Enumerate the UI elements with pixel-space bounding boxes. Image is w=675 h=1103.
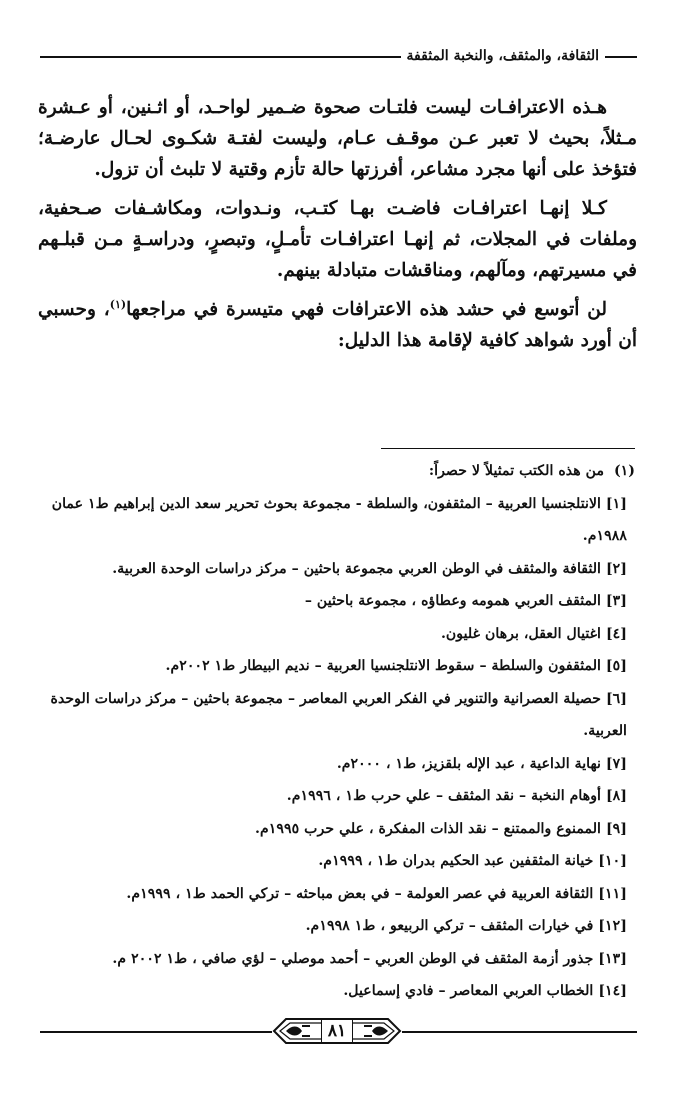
footnote-item: [٨] أوهام النخبة – نقد المثقف – علي حرب ط١ ، ١٩٩٦م. <box>286 788 627 804</box>
footnote-item: [٢] الثقافة والمثقف في الوطن العربي مجموعة باحثين – مركز دراسات الوحدة العربية. <box>112 560 627 577</box>
footnote-item: [١١] الثقافة العربية في عصر العولمة – في بعض مباحثه – تركي الحمد ط١ ، ١٩٩٩م. <box>126 885 627 902</box>
paragraph-1: هـذه الاعترافـات ليست فلتـات صحوة ضـمير لواحـد، أو اثـنين، أو عـشرة مـثلاً، بحيث لا تعبر عـن موقـف عـام، وليست لفتـة شكـوى لحـال عارضـة؛ فتؤخذ على أنها مجرد مشاعر، أفرزتها حالة تأزم وقتية لا تلبث أن تزول. <box>38 97 637 180</box>
paragraph-3-text-start: لن أتوسع في حشد هذه الاعترافات فهي متيسرة في مراجعها <box>126 299 607 320</box>
footnote-intro-text: من هذه الكتب تمثيلاً لا حصراً: <box>428 463 605 479</box>
page-number: ٨١ <box>321 1019 353 1043</box>
footnote-reference[interactable]: (١) <box>109 297 127 311</box>
page-number-ornament <box>272 1014 402 1048</box>
footnote-item: [٥] المثقفون والسلطة – سقوط الانتلجنسيا العربية – نديم البيطار ط١ ٢٠٠٢م. <box>165 658 627 674</box>
footnote-intro <box>38 455 635 488</box>
footnotes <box>38 455 635 1008</box>
footnote-separator <box>381 448 635 449</box>
footnote-item: [١] الانتلجنسيا العربية – المثقفون، والسلطة - مجموعة بحوث تحرير سعد الدين إبراهيم ط١ عمان ١٩٨٨م. <box>51 495 627 544</box>
footnote-item: [٩] الممنوع والممتنع – نقد الذات المفكرة ، علي حرب ١٩٩٥م. <box>255 820 627 837</box>
main-text <box>38 92 637 364</box>
paragraph-3-text-end: ، وحسبي أن أورد شواهد كافية لإقامة هذا الدليل: <box>38 299 637 351</box>
footnote-marker: (١) <box>613 463 635 479</box>
paragraph-2: كـلا إنهـا اعترافـات فاضـت بهـا كتـب، ونـدوات، ومكاشـفات صـحفية، وملفات في المجلات، ثم إنهـا اعترافـات تأمـلٍ، وتبصرٍ، ودراسـةٍ مـن قبلـهم في مسيرتهم، ومآلهم، ومناقشات متبادلة بينهم. <box>38 198 637 281</box>
footnote-item: [٦] حصيلة العصرانية والتنوير في الفكر العربي المعاصر – مجموعة باحثين – مركز دراسات الوحدة العربية. <box>50 690 627 739</box>
footnote-item: [١٠] خيانة المثقفين عبد الحكيم بدران ط١ ، ١٩٩٩م. <box>318 853 627 869</box>
footnote-item: [١٣] جذور أزمة المثقف في الوطن العربي – أحمد موصلي – لؤي صافي ، ط١ ٢٠٠٢ م. <box>112 950 627 967</box>
running-header-title: الثقافة، والمثقف، والنخبة المثقفة <box>401 44 605 68</box>
footnote-item: [١٢] في خيارات المثقف – تركي الربيعو ، ط١ ١٩٩٨م. <box>305 918 627 934</box>
footnote-item: [٣] المثقف العربي همومه وعطاؤه ، مجموعة باحثين – <box>304 593 627 609</box>
footnote-item: [٤] اغتيال العقل، برهان غليون. <box>440 625 627 642</box>
footnote-list <box>38 488 635 1008</box>
paragraph-3 <box>38 294 637 356</box>
footnote-item: [٧] نهاية الداعية ، عبد الإله بلقزيز، ط١ ، ٢٠٠٠م. <box>336 755 627 772</box>
footnote-item: [١٤] الخطاب العربي المعاصر – فادي إسماعيل. <box>343 983 627 999</box>
